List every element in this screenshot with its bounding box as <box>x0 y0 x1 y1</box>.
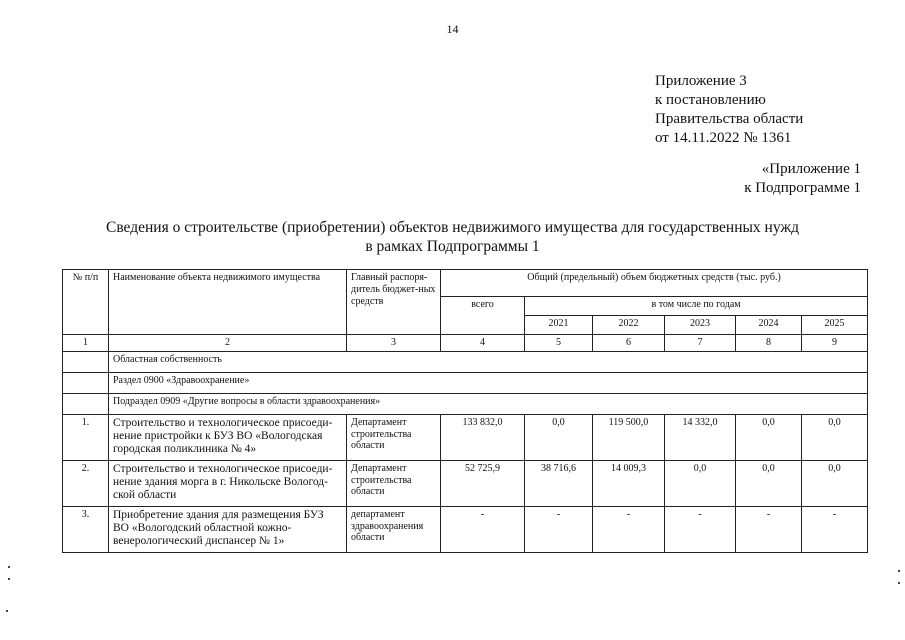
header-manager: Главный распоря-дитель бюджет-ных средств <box>347 270 441 335</box>
column-number: 2 <box>109 335 347 352</box>
construction-objects-table <box>62 269 868 553</box>
title-line-1: Сведения о строительстве (приобретении) объектов недвижимого имущества для государственных нужд <box>105 219 799 236</box>
value-2023: - <box>665 507 736 553</box>
scan-mark <box>6 610 8 612</box>
title-line-2: в рамках Подпрограммы 1 <box>365 238 540 255</box>
object-name: Приобретение здания для размещения БУЗ ВО «Вологодский областной кожно-венерологический диспансер № 1» <box>109 507 347 553</box>
column-number: 8 <box>736 335 802 352</box>
value-2021: 38 716,6 <box>525 461 593 507</box>
value-2022: 119 500,0 <box>593 415 665 461</box>
value-2024: 0,0 <box>736 415 802 461</box>
column-number-row <box>63 335 868 352</box>
header-year-2021: 2021 <box>525 316 593 335</box>
inner-appendix-reference <box>744 160 861 198</box>
document-title <box>0 218 905 256</box>
value-2022: - <box>593 507 665 553</box>
row-num: 1. <box>63 415 109 461</box>
object-name: Строительство и технологическое присоеди-нение здания морга в г. Никольске Вологод-ской области <box>109 461 347 507</box>
section-row <box>63 373 868 394</box>
table-row <box>63 415 868 461</box>
section-label: Подраздел 0909 «Другие вопросы в области здравоохранения» <box>109 394 868 415</box>
value-2023: 0,0 <box>665 461 736 507</box>
header-num: № п/п <box>63 270 109 335</box>
appendix-line: Приложение 3 <box>655 73 747 89</box>
header-year-2024: 2024 <box>736 316 802 335</box>
scan-mark <box>8 566 10 568</box>
appendix-line: Правительства области <box>655 111 804 127</box>
column-number: 3 <box>347 335 441 352</box>
header-budget: Общий (предельный) объем бюджетных средств (тыс. руб.) <box>441 270 868 297</box>
column-number: 5 <box>525 335 593 352</box>
section-label: Раздел 0900 «Здравоохранение» <box>109 373 868 394</box>
value-2024: 0,0 <box>736 461 802 507</box>
scan-mark <box>898 582 900 584</box>
scan-mark <box>898 570 900 572</box>
header-name: Наименование объекта недвижимого имущества <box>109 270 347 335</box>
scan-mark <box>8 578 10 580</box>
value-2025: 0,0 <box>802 415 868 461</box>
value-2021: 0,0 <box>525 415 593 461</box>
value-2024: - <box>736 507 802 553</box>
manager-name: Департамент строительства области <box>347 415 441 461</box>
section-row <box>63 394 868 415</box>
inner-appendix-line: «Приложение 1 <box>761 161 861 177</box>
header-total: всего <box>441 297 525 335</box>
appendix-reference <box>655 72 803 148</box>
value-2023: 14 332,0 <box>665 415 736 461</box>
object-name: Строительство и технологическое присоеди-нение пристройки к БУЗ ВО «Вологодская городская поликлиника № 4» <box>109 415 347 461</box>
appendix-line: от 14.11.2022 № 1361 <box>655 130 792 146</box>
header-year-2022: 2022 <box>593 316 665 335</box>
value-2025: 0,0 <box>802 461 868 507</box>
row-num: 3. <box>63 507 109 553</box>
inner-appendix-line: к Подпрограмме 1 <box>744 180 861 196</box>
total-value: 52 725,9 <box>441 461 525 507</box>
section-row <box>63 352 868 373</box>
column-number: 6 <box>593 335 665 352</box>
column-number: 9 <box>802 335 868 352</box>
column-number: 4 <box>441 335 525 352</box>
column-number: 7 <box>665 335 736 352</box>
table-row <box>63 507 868 553</box>
table-row <box>63 461 868 507</box>
value-2022: 14 009,3 <box>593 461 665 507</box>
manager-name: департамент здравоохранения области <box>347 507 441 553</box>
page-number: 14 <box>446 22 459 36</box>
value-2025: - <box>802 507 868 553</box>
total-value: 133 832,0 <box>441 415 525 461</box>
header-year-2023: 2023 <box>665 316 736 335</box>
manager-name: Департамент строительства области <box>347 461 441 507</box>
header-year-2025: 2025 <box>802 316 868 335</box>
appendix-line: к постановлению <box>655 92 766 108</box>
row-num: 2. <box>63 461 109 507</box>
column-number: 1 <box>63 335 109 352</box>
section-label: Областная собственность <box>109 352 868 373</box>
header-by-years: в том числе по годам <box>525 297 868 316</box>
value-2021: - <box>525 507 593 553</box>
total-value: - <box>441 507 525 553</box>
